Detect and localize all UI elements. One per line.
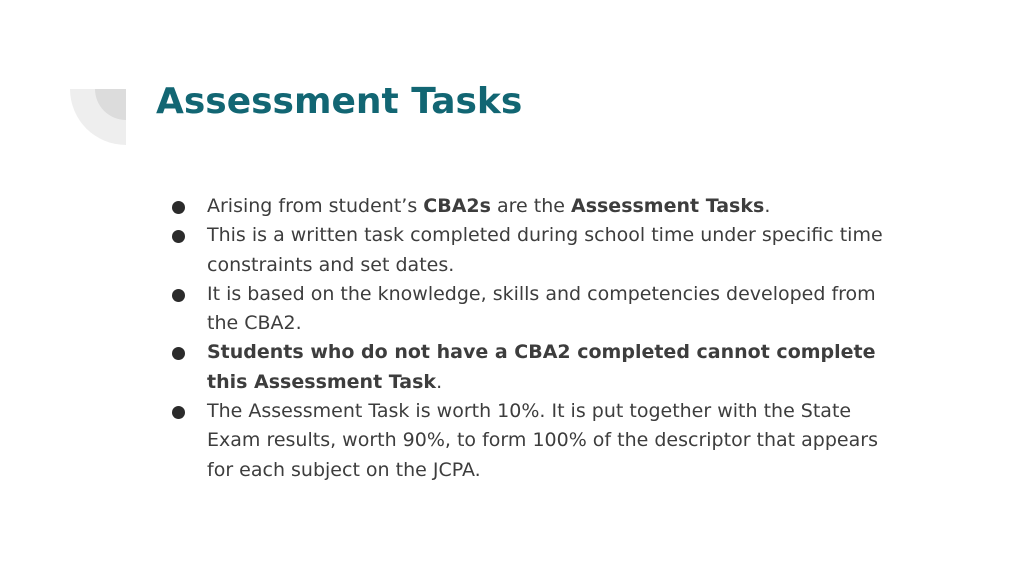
bullet-text: are the xyxy=(490,195,571,217)
bullet-text: The Assessment Task is worth 10%. It is put together with the State Exam results, worth 90%, to form 100% of the descriptor that appears for each subject on the JCPA. xyxy=(207,400,878,481)
bullet-item xyxy=(171,192,901,221)
bullet-list xyxy=(171,192,901,485)
bullet-text: It is based on the knowledge, skills and competencies developed from the CBA2. xyxy=(207,282,876,335)
bullet-dot-icon xyxy=(172,347,185,360)
bullet-text: Arising from student’s xyxy=(207,195,424,217)
bullet-item xyxy=(171,221,901,280)
bullet-dot-icon xyxy=(172,230,185,243)
bullet-item xyxy=(171,397,901,485)
bullet-bold-text: Assessment Tasks xyxy=(570,195,765,217)
bullet-text: This is a written task completed during school time under specific time constraints and set dates. xyxy=(207,224,883,276)
bullet-item xyxy=(171,338,901,397)
bullet-item xyxy=(171,280,901,339)
quarter-circle-arc-icon xyxy=(70,89,126,145)
bullet-bold-text: Students who do not have a CBA2 completed cannot complete this Assessment Task xyxy=(207,341,876,393)
bullet-bold-text: CBA2s xyxy=(423,195,491,217)
bullet-dot-icon xyxy=(172,201,185,214)
slide-title: Assessment Tasks xyxy=(156,81,523,122)
bullet-dot-icon xyxy=(172,289,185,302)
bullet-text: . xyxy=(764,195,771,217)
bullet-text: . xyxy=(436,370,443,393)
bullet-dot-icon xyxy=(172,406,185,419)
